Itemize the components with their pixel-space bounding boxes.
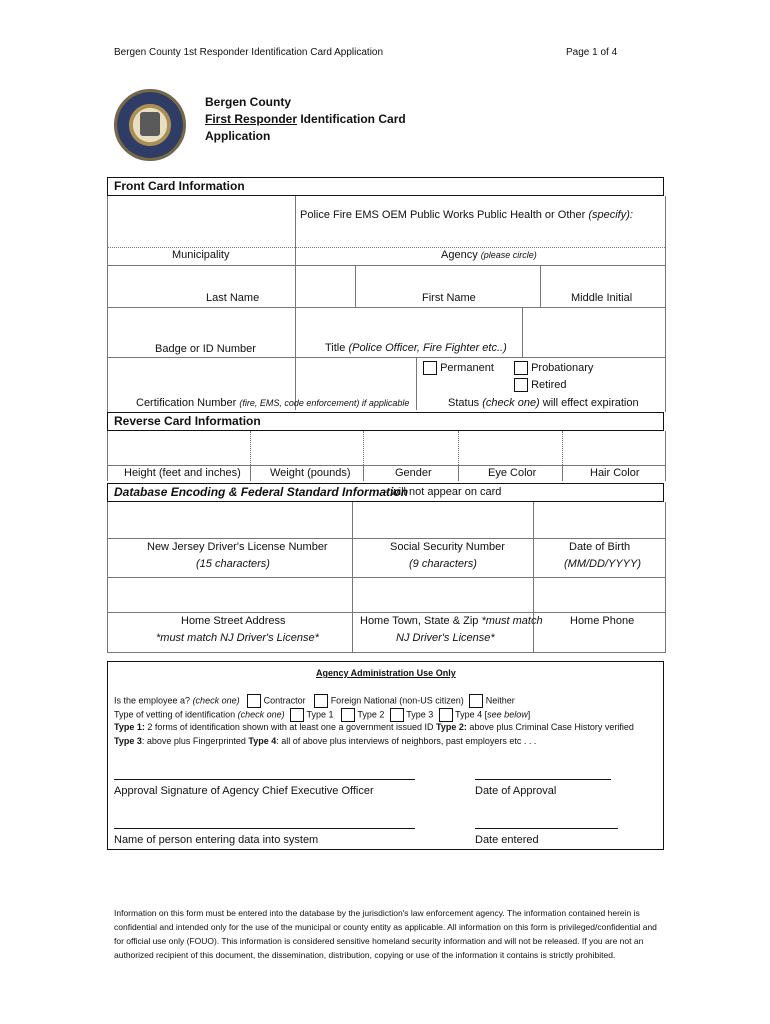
agency-options[interactable]: Police Fire EMS OEM Public Works Public Health or Other (specify): <box>300 209 633 221</box>
front-section-header: Front Card Information <box>107 177 664 196</box>
title-label: Title (Police Officer, Fire Fighter etc..) <box>325 342 507 354</box>
signature-line[interactable] <box>114 779 415 780</box>
height-label: Height (feet and inches) <box>124 467 241 479</box>
dl-sublabel: (15 characters) <box>196 558 270 570</box>
agency-label: Agency (please circle) <box>441 249 537 261</box>
certification-label: Certification Number (fire, EMS, code enforcement) if applicable <box>136 397 410 409</box>
address-sublabel: *must match NJ Driver's License* <box>156 632 319 644</box>
first-name-label: First Name <box>422 292 476 304</box>
date-entered-label: Date entered <box>475 834 539 846</box>
county-seal-logo <box>114 89 186 161</box>
status-retired[interactable]: Retired <box>514 378 567 392</box>
type3-checkbox[interactable] <box>390 708 404 722</box>
admin-title: Agency Administration Use Only <box>316 668 456 678</box>
page-title: Bergen County First Responder Identification Card Application <box>205 95 406 143</box>
agency-admin-box <box>107 661 664 850</box>
date-approval-label: Date of Approval <box>475 785 557 797</box>
weight-label: Weight (pounds) <box>270 467 351 479</box>
type3-type4-desc: Type 3: above plus Fingerprinted Type 4: all of above plus interviews of neighbors, past employers etc . . . <box>114 736 537 746</box>
entering-label: Name of person entering data into system <box>114 834 319 846</box>
status-probationary[interactable]: Probationary <box>514 361 593 375</box>
town-sublabel: NJ Driver's License* <box>396 632 495 644</box>
permanent-checkbox[interactable] <box>423 361 437 375</box>
middle-initial-label: Middle Initial <box>571 292 633 304</box>
type4-checkbox[interactable] <box>439 708 453 722</box>
employee-type-row: Is the employee a? (check one) Contractor Foreign National (non-US citizen) Neither <box>114 694 515 708</box>
status-permanent[interactable]: Permanent <box>423 361 494 375</box>
page-number: Page 1 of 4 <box>566 47 618 58</box>
date-entered-line[interactable] <box>475 828 618 829</box>
header-doc-title: Bergen County 1st Responder Identification Card Application <box>114 47 384 58</box>
eye-color-label: Eye Color <box>488 467 537 479</box>
address-label: Home Street Address <box>181 615 286 627</box>
signature-label: Approval Signature of Agency Chief Executive Officer <box>114 785 374 797</box>
last-name-label: Last Name <box>206 292 260 304</box>
dl-label: New Jersey Driver's License Number <box>147 541 328 553</box>
phone-label: Home Phone <box>570 615 635 627</box>
front-card-fields <box>107 196 666 412</box>
retired-checkbox[interactable] <box>514 378 528 392</box>
vetting-type-row: Type of vetting of identification (check one) Type 1 Type 2 Type 3 Type 4 [see below] <box>114 708 530 722</box>
contractor-checkbox[interactable] <box>247 694 261 708</box>
reverse-section-header: Reverse Card Information <box>107 412 664 431</box>
entering-name-line[interactable] <box>114 828 415 829</box>
neither-checkbox[interactable] <box>469 694 483 708</box>
hair-color-label: Hair Color <box>590 467 640 479</box>
type2-checkbox[interactable] <box>341 708 355 722</box>
approval-date-line[interactable] <box>475 779 611 780</box>
type1-type2-desc: Type 1: 2 forms of identification shown with at least one a government issued ID Type 2: above plus Criminal Case History verified <box>114 722 634 732</box>
database-section-header: Database Encoding & Federal Standard Information - will not appear on card <box>107 483 664 502</box>
type1-checkbox[interactable] <box>290 708 304 722</box>
gender-label: Gender <box>395 467 432 479</box>
ssn-sublabel: (9 characters) <box>409 558 477 570</box>
foreign-national-checkbox[interactable] <box>314 694 328 708</box>
dob-sublabel: (MM/DD/YYYY) <box>564 558 641 570</box>
ssn-label: Social Security Number <box>390 541 505 553</box>
town-label: Home Town, State & Zip *must match <box>360 615 543 627</box>
badge-label: Badge or ID Number <box>155 343 256 355</box>
status-label: Status (check one) will effect expiration <box>448 397 639 409</box>
municipality-label: Municipality <box>172 249 230 261</box>
probationary-checkbox[interactable] <box>514 361 528 375</box>
confidentiality-notice: Information on this form must be entered into the database by the jurisdiction's law enforcement agency. The information contained herein is confidential and intended only for the use of the municipal or county entity as applicable. All information on this form is privileged/confidential and for official use only (FOUO). This information is considered sensitive homeland security information and will not be released. If you are not an authorized recipient of this document, the dissemination, distribution, copying or use of the information it contains is strictly prohibited. <box>114 908 657 960</box>
database-fields <box>107 502 666 653</box>
dob-label: Date of Birth <box>569 541 631 553</box>
